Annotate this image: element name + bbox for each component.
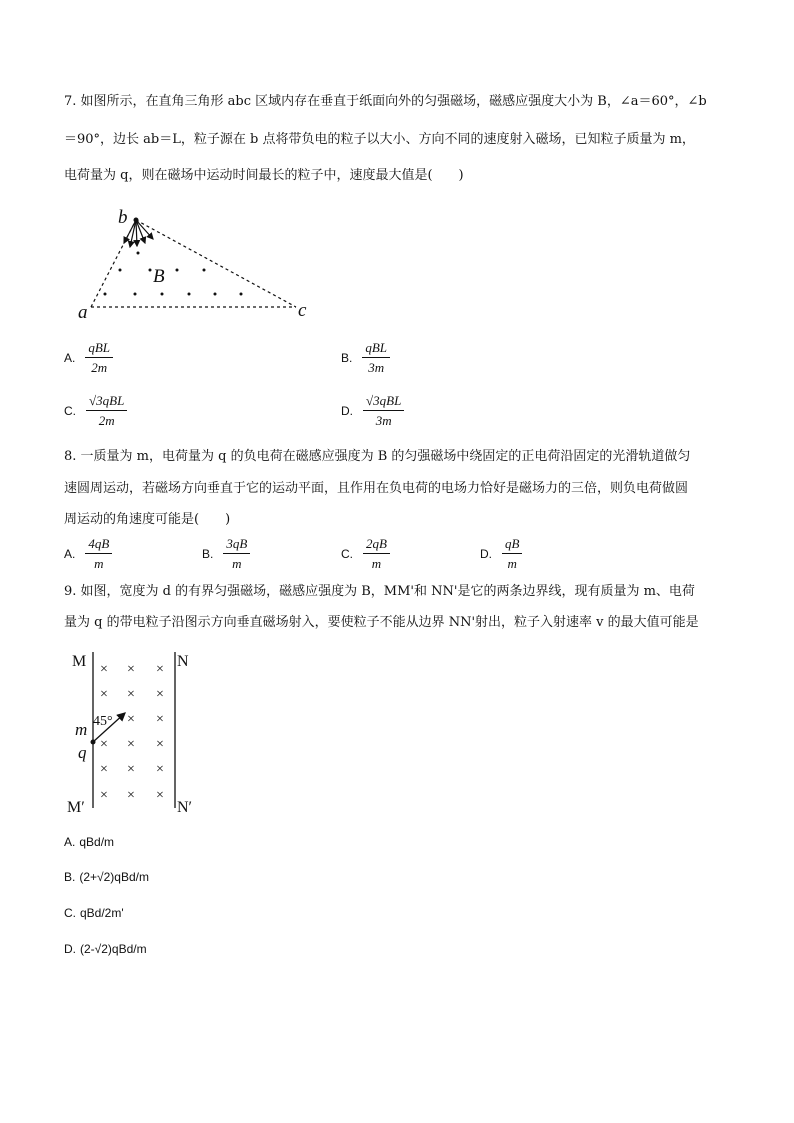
svg-text:×: × [100, 662, 108, 677]
fraction: $\frac{\text{√3qBL}}{2m}$ [86, 393, 127, 428]
svg-text:×: × [127, 762, 135, 777]
label-b: b [118, 207, 128, 228]
label-N: N [177, 653, 189, 670]
q9-option-d[interactable] [64, 942, 147, 956]
q7-option-b[interactable] [341, 340, 390, 375]
q8-option-b[interactable] [202, 536, 250, 571]
q8-line-1: 8. 一质量为 m，电荷量为 q 的负电荷在磁感应强度为 B 的匀强磁场中绕固定的正电荷沿固定的光滑轨道做匀 [64, 449, 691, 464]
q9-option-b[interactable] [64, 870, 149, 884]
option-label: B. [64, 870, 76, 884]
fraction: $\frac{\text{qBL}}{2m}$ [85, 340, 113, 375]
svg-text:×: × [156, 687, 164, 702]
option-label: C. [64, 906, 76, 920]
svg-text:×: × [127, 662, 135, 677]
svg-text:×: × [156, 712, 164, 727]
option-label: D. [64, 942, 76, 956]
label-B: B [153, 266, 165, 287]
q9-option-a[interactable] [64, 835, 114, 849]
svg-text:×: × [156, 662, 164, 677]
q9-line-1: 9. 如图，宽度为 d 的有界匀强磁场，磁感应强度为 B，MM'和 NN'是它的两条边界线，现有质量为 m、电荷 [64, 584, 695, 599]
q9-line-2: 量为 q 的带电粒子沿图示方向垂直磁场射入，要使粒子不能从边界 NN'射出，粒子入射速率 v 的最大值可能是 [64, 615, 699, 630]
option-text: qBd/2m' [80, 906, 124, 920]
option-label: B. [202, 546, 214, 561]
q7-line-2: ＝90°，边长 ab＝L，粒子源在 b 点将带负电的粒子以大小、方向不同的速度射入磁场，已知粒子质量为 m， [64, 132, 695, 147]
svg-text:×: × [127, 687, 135, 702]
label-a: a [78, 302, 88, 323]
q7-option-a[interactable] [64, 340, 113, 375]
svg-text:×: × [156, 762, 164, 777]
option-text: (2-√2)qBd/m [80, 942, 147, 956]
label-c: c [298, 300, 307, 321]
fraction: $\frac{\text{qBL}}{3m}$ [362, 340, 390, 375]
option-label: D. [341, 403, 353, 418]
svg-text:×: × [100, 788, 108, 803]
label-M: M [72, 653, 87, 670]
q7-option-d[interactable] [341, 393, 404, 428]
velocity-arrows [124, 220, 153, 247]
svg-text:×: × [100, 687, 108, 702]
option-label: A. [64, 350, 76, 365]
option-text: (2+√2)qBd/m [79, 870, 149, 884]
q8-option-c[interactable] [341, 536, 390, 571]
q8-option-a[interactable] [64, 536, 112, 571]
option-label: C. [341, 546, 353, 561]
label-Mprime: M′ [67, 799, 85, 816]
option-label: D. [480, 546, 492, 561]
q8-line-2: 速圆周运动，若磁场方向垂直于它的运动平面，且作用在负电荷的电场力恰好是磁场力的三倍，则负电荷做圆 [64, 481, 689, 496]
label-q: q [78, 743, 87, 762]
q9-option-c[interactable] [64, 906, 124, 920]
label-angle: 45° [93, 714, 113, 729]
field-crosses [100, 662, 164, 803]
option-label: A. [64, 546, 76, 561]
fraction: $\frac{3qB}{m}$ [223, 536, 250, 571]
option-label: A. [64, 835, 76, 849]
fraction: $\frac{2qB}{m}$ [363, 536, 390, 571]
svg-text:×: × [127, 712, 135, 727]
svg-text:×: × [100, 762, 108, 777]
q7-option-c[interactable] [64, 393, 127, 428]
q7-triangle-figure [74, 203, 324, 328]
svg-text:×: × [127, 788, 135, 803]
q8-option-d[interactable] [480, 536, 522, 571]
q8-line-3: 周运动的角速度可能是( ) [64, 512, 231, 527]
option-label: C. [64, 403, 76, 418]
fraction: $\frac{qB}{m}$ [502, 536, 522, 571]
q9-field-figure [64, 648, 214, 818]
fraction: $\frac{\text{√3qBL}}{3m}$ [363, 393, 404, 428]
q7-line-3: 电荷量为 q，则在磁场中运动时间最长的粒子中，速度最大值是( ) [64, 168, 464, 183]
option-text: qBd/m [79, 835, 115, 849]
option-label: B. [341, 350, 353, 365]
svg-text:×: × [156, 737, 164, 752]
svg-text:×: × [156, 788, 164, 803]
fraction: $\frac{4qB}{m}$ [85, 536, 112, 571]
q7-line-1: 7. 如图所示，在直角三角形 abc 区域内存在垂直于纸面向外的匀强磁场，磁感应强度大小为 B，∠a＝60°，∠b [64, 94, 707, 109]
label-Nprime: N′ [177, 799, 193, 816]
label-m: m [75, 720, 88, 739]
svg-text:×: × [127, 737, 135, 752]
field-dots [104, 252, 243, 296]
svg-text:×: × [100, 737, 108, 752]
